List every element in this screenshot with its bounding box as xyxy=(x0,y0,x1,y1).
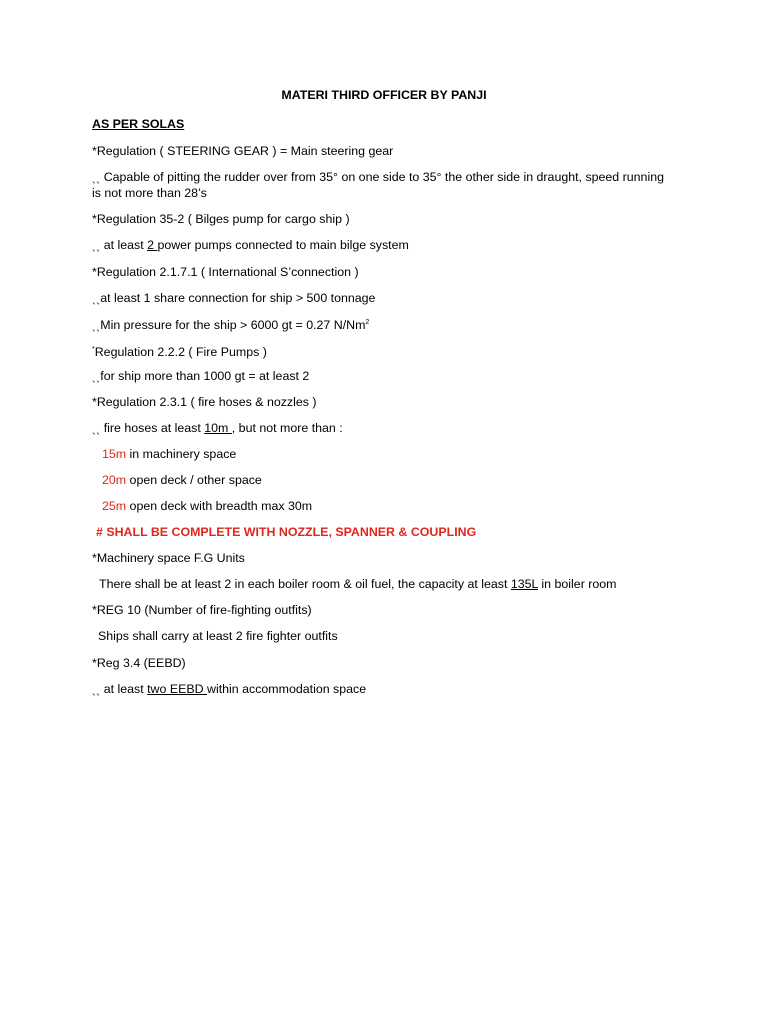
underlined-value: 10m xyxy=(204,421,232,435)
hose-length-item xyxy=(102,446,236,462)
text-run: There shall be at least 2 in each boiler room & oil fuel, the capacity at least xyxy=(99,577,511,591)
text-run: within accommodation space xyxy=(207,682,367,696)
text-line xyxy=(92,420,343,436)
text-run: in boiler room xyxy=(537,577,617,591)
text-line: *Regulation 35-2 ( Bilges pump for cargo ship ) xyxy=(92,212,350,226)
text-line: ˎˎfor ship more than 1000 gt = at least 2 xyxy=(92,369,310,383)
text-line: *Reg 3.4 (EEBD) xyxy=(92,656,186,670)
red-note: # SHALL BE COMPLETE WITH NOZZLE, SPANNER & COUPLING xyxy=(96,525,477,539)
text-run: ˎˎ fire hoses at least xyxy=(92,421,205,435)
underlined-value: 135L xyxy=(510,577,538,591)
hose-length-value: 15m xyxy=(102,447,127,461)
text-line: *Regulation 2.1.7.1 ( International S’connection ) xyxy=(92,265,359,279)
text-run: ˎˎ at least xyxy=(92,238,148,252)
superscript: 2 xyxy=(365,319,370,326)
hose-length-text: open deck / other space xyxy=(126,473,262,487)
hose-length-value: 25m xyxy=(102,499,127,513)
text-line: *REG 10 (Number of fire-fighting outfits) xyxy=(92,603,312,617)
text-line: *Regulation ( STEERING GEAR ) = Main steering gear xyxy=(92,144,394,158)
text-line: *Regulation 2.3.1 ( fire hoses & nozzles ) xyxy=(92,395,317,409)
section-heading: AS PER SOLAS xyxy=(92,117,185,131)
hose-length-item xyxy=(102,498,312,514)
text-paragraph: ˎˎ Capable of pitting the rudder over from 35° on one side to 35° the other side in draught, speed running is not more than 28’s xyxy=(92,170,664,200)
text-run: Regulation 2.2.2 ( Fire Pumps ) xyxy=(94,345,267,359)
underlined-value: two EEBD xyxy=(147,682,208,696)
text-line xyxy=(92,681,366,697)
text-line xyxy=(92,342,267,360)
superscript: * xyxy=(92,346,95,353)
text-run: power pumps connected to main bilge system xyxy=(157,238,409,252)
text-line: ˎˎat least 1 share connection for ship > 500 tonnage xyxy=(92,291,376,305)
page-title: MATERI THIRD OFFICER BY PANJI xyxy=(281,88,487,102)
text-run: ˎˎ at least xyxy=(92,682,148,696)
hose-length-value: 20m xyxy=(102,473,127,487)
text-line xyxy=(92,315,369,333)
underlined-value: 2 xyxy=(147,238,158,252)
text-line: *Machinery space F.G Units xyxy=(92,551,245,565)
text-line xyxy=(92,237,409,253)
text-line xyxy=(99,576,617,592)
text-run: , but not more than : xyxy=(231,421,343,435)
hose-length-text: in machinery space xyxy=(126,447,237,461)
hose-length-item xyxy=(102,472,262,488)
text-line: Ships shall carry at least 2 fire fighter outfits xyxy=(98,629,338,643)
hose-length-text: open deck with breadth max 30m xyxy=(126,499,313,513)
text-run: ˎˎMin pressure for the ship > 6000 gt = 0.27 N/Nm xyxy=(92,318,366,332)
